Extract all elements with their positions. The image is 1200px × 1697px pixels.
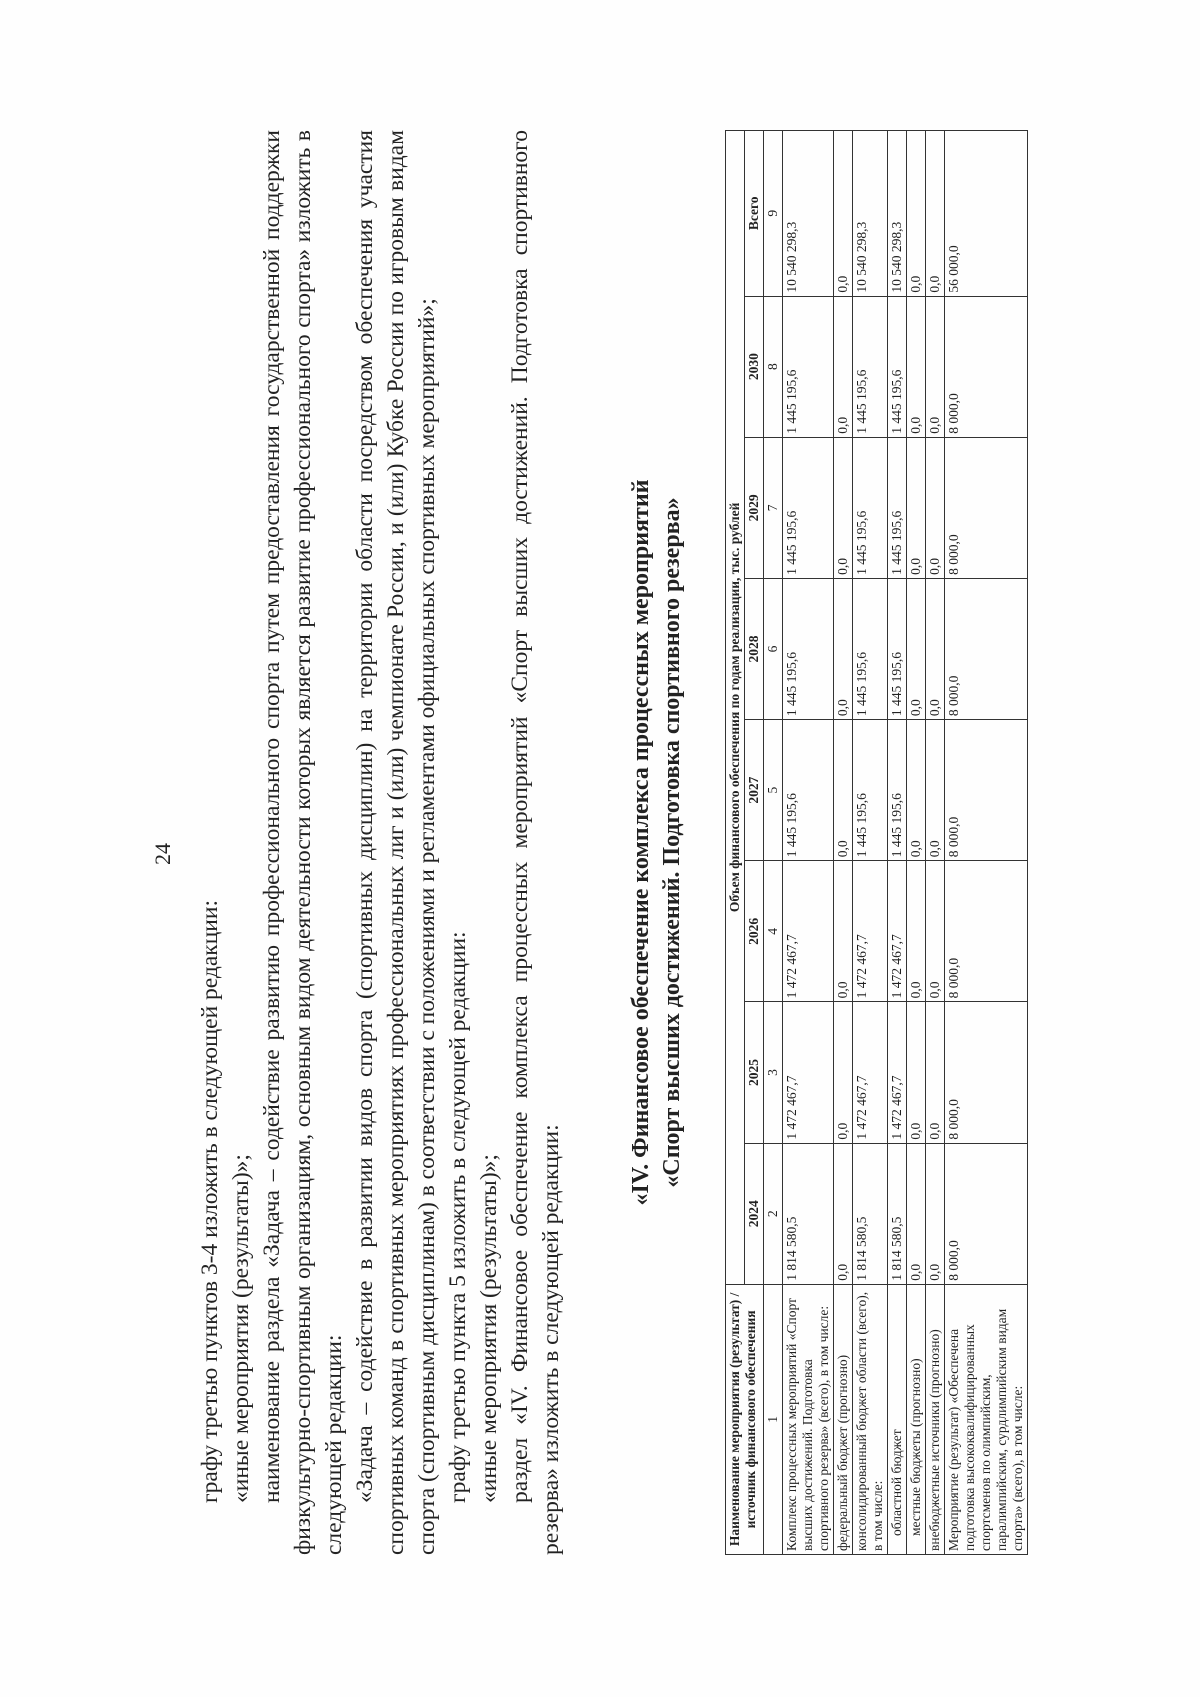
- row-value-cell: 0,0: [907, 296, 926, 437]
- row-name: Мероприятие (результат) «Обеспечена подготовка высококвалифицированных спортсменов по олимпийским, паралимпийским, сурдлимпийским видам спорта» (всего), в том числе:: [945, 1284, 1028, 1554]
- table-row: [945, 131, 1028, 1555]
- page-number: 24: [150, 843, 175, 865]
- row-total-cell: 10 540 298,3: [783, 131, 834, 297]
- header-total: Всего: [745, 131, 764, 297]
- paragraph: «Задача – содействие в развитии видов спорта (спортивных дисциплин) на территории области посредством обеспечения участия спортивных команд в спортивных мероприятиях профессиональных лиг и (или) чемпионате России, и (или) Кубке России по игровым видам спорта (спортивным дисциплинам) в соответствии с положениями и регламентами официальных спортивных мероприятий»;: [352, 130, 440, 1555]
- paragraph: графу третью пунктов 3-4 изложить в следующей редакции:: [197, 900, 223, 1503]
- row-value-cell: 8 000,0: [945, 296, 1028, 437]
- row-total-cell: 10 540 298,3: [853, 131, 888, 297]
- row-value-cell: 1 472 467,7: [853, 1002, 888, 1143]
- row-value-cell: 0,0: [926, 1143, 945, 1284]
- row-value-cell: 0,0: [834, 578, 853, 719]
- column-number: 8: [764, 296, 783, 437]
- header-group: Объем финансового обеспечения по годам реализации, тыс. рублей: [726, 131, 745, 1285]
- row-value-cell: 1 814 580,5: [853, 1143, 888, 1284]
- row-total-cell: 0,0: [834, 131, 853, 297]
- table-row: [907, 131, 926, 1555]
- row-value-cell: 0,0: [907, 861, 926, 1002]
- table-body: [783, 131, 1028, 1555]
- row-value-cell: 1 472 467,7: [888, 1002, 907, 1143]
- row-name: внебюджетные источники (прогнозно): [926, 1284, 945, 1554]
- row-name: областной бюджет: [888, 1284, 907, 1554]
- header-year: 2025: [745, 1002, 764, 1143]
- row-value-cell: 1 445 195,6: [888, 720, 907, 861]
- row-value-cell: 1 472 467,7: [783, 861, 834, 1002]
- paragraph: раздел «IV. Финансовое обеспечение комплекса процессных мероприятий «Спорт высших достижений. Подготовка спортивного резерва» изложить в следующей редакции:: [507, 130, 564, 1555]
- row-value-cell: 0,0: [834, 861, 853, 1002]
- column-number: 3: [764, 1002, 783, 1143]
- row-value-cell: 0,0: [834, 296, 853, 437]
- financing-table: [725, 130, 1028, 1555]
- header-year: 2030: [745, 296, 764, 437]
- section-title-line: «IV. Финансовое обеспечение комплекса процессных мероприятий: [628, 479, 654, 1206]
- table-row: [888, 131, 907, 1555]
- row-value-cell: 1 445 195,6: [783, 296, 834, 437]
- row-value-cell: 1 814 580,5: [783, 1143, 834, 1284]
- header-year: 2028: [745, 578, 764, 719]
- row-value-cell: 1 472 467,7: [888, 861, 907, 1002]
- row-value-cell: 1 445 195,6: [853, 720, 888, 861]
- row-value-cell: 0,0: [926, 296, 945, 437]
- row-value-cell: 0,0: [907, 720, 926, 861]
- header-year: 2026: [745, 861, 764, 1002]
- row-value-cell: 0,0: [834, 1143, 853, 1284]
- row-value-cell: 0,0: [926, 861, 945, 1002]
- row-value-cell: 8 000,0: [945, 437, 1028, 578]
- paragraph: «иные мероприятия (результаты)»;: [476, 1154, 502, 1503]
- header-year: 2024: [745, 1143, 764, 1284]
- row-value-cell: 1 814 580,5: [888, 1143, 907, 1284]
- row-value-cell: 0,0: [907, 437, 926, 578]
- row-value-cell: 1 472 467,7: [783, 1002, 834, 1143]
- row-total-cell: 10 540 298,3: [888, 131, 907, 297]
- column-number: 2: [764, 1143, 783, 1284]
- row-value-cell: 0,0: [907, 1143, 926, 1284]
- paragraph: графу третью пункта 5 изложить в следующей редакции:: [445, 931, 471, 1503]
- row-value-cell: 0,0: [834, 437, 853, 578]
- row-total-cell: 0,0: [907, 131, 926, 297]
- row-value-cell: 0,0: [926, 437, 945, 578]
- row-value-cell: 8 000,0: [945, 1143, 1028, 1284]
- row-total-cell: 0,0: [926, 131, 945, 297]
- row-value-cell: 8 000,0: [945, 1002, 1028, 1143]
- row-value-cell: 0,0: [926, 1002, 945, 1143]
- row-value-cell: 0,0: [907, 1002, 926, 1143]
- column-number: 4: [764, 861, 783, 1002]
- row-value-cell: 0,0: [926, 578, 945, 719]
- body-text: [195, 130, 567, 1555]
- row-value-cell: 0,0: [926, 720, 945, 861]
- rotated-content: [30, 55, 1170, 1655]
- section-title-line: «Спорт высших достижений. Подготовка спортивного резерва»: [659, 497, 685, 1188]
- row-value-cell: 1 445 195,6: [783, 437, 834, 578]
- table-row: [926, 131, 945, 1555]
- table-row: [834, 131, 853, 1555]
- row-value-cell: 1 472 467,7: [853, 861, 888, 1002]
- row-total-cell: 56 000,0: [945, 131, 1028, 297]
- header-year: 2029: [745, 437, 764, 578]
- row-value-cell: 8 000,0: [945, 578, 1028, 719]
- header-year: 2027: [745, 720, 764, 861]
- row-value-cell: 8 000,0: [945, 861, 1028, 1002]
- column-number: 9: [764, 131, 783, 297]
- column-number: 1: [764, 1284, 783, 1554]
- table-row: [783, 131, 834, 1555]
- row-value-cell: 0,0: [907, 578, 926, 719]
- row-name: федеральный бюджет (прогнозно): [834, 1284, 853, 1554]
- row-value-cell: 1 445 195,6: [783, 578, 834, 719]
- column-number: 6: [764, 578, 783, 719]
- row-name: Комплекс процессных мероприятий «Спорт высших достижений. Подготовка спортивного резерва» (всего), в том числе:: [783, 1284, 834, 1554]
- row-value-cell: 1 445 195,6: [888, 296, 907, 437]
- table-row: [853, 131, 888, 1555]
- row-value-cell: 0,0: [834, 720, 853, 861]
- row-value-cell: 1 445 195,6: [853, 578, 888, 719]
- row-value-cell: 1 445 195,6: [888, 437, 907, 578]
- row-value-cell: 1 445 195,6: [853, 296, 888, 437]
- row-value-cell: 0,0: [834, 1002, 853, 1143]
- column-number: 5: [764, 720, 783, 861]
- row-value-cell: 1 445 195,6: [853, 437, 888, 578]
- paragraph: «иные мероприятия (результаты)»;: [228, 1154, 254, 1503]
- row-name: консолидированный бюджет области (всего), в том числе:: [853, 1284, 888, 1554]
- section-title: [626, 130, 688, 1555]
- column-number: 7: [764, 437, 783, 578]
- row-value-cell: 8 000,0: [945, 720, 1028, 861]
- paragraph: наименование раздела «Задача – содействие развитию профессионального спорта путем предоставления государственной поддержки физкультурно-спортивным организациям, основным видом деятельности которых является развитие профессионального спорта» изложить в следующей редакции:: [259, 130, 347, 1555]
- row-value-cell: 1 445 195,6: [783, 720, 834, 861]
- row-name: местные бюджеты (прогнозно): [907, 1284, 926, 1554]
- row-value-cell: 1 445 195,6: [888, 578, 907, 719]
- header-name: Наименование мероприятия (результат) / источник финансового обеспечения: [726, 1284, 764, 1554]
